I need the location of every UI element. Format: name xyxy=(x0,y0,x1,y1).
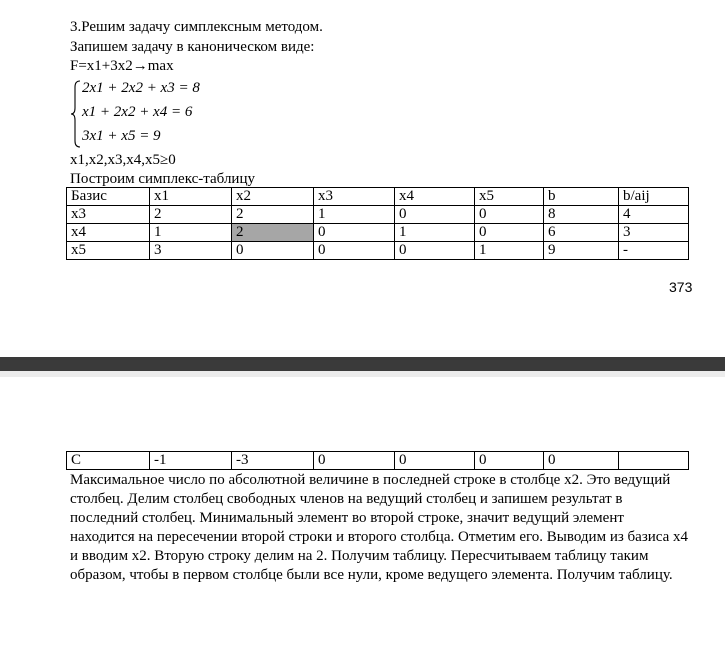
table-cell: C xyxy=(67,452,150,470)
table-row xyxy=(67,206,689,224)
table-cell: -1 xyxy=(150,452,232,470)
brace-icon xyxy=(70,79,82,149)
table-cell: 1 xyxy=(314,206,395,224)
canonical-intro: Запишем задачу в каноническом виде: xyxy=(70,39,315,55)
equation-1: 2x1 + 2x2 + x3 = 8 xyxy=(82,80,200,96)
table-row xyxy=(67,242,689,260)
table-cell: 2 xyxy=(150,206,232,224)
constraint-system xyxy=(70,79,270,149)
table-cell: x4 xyxy=(67,224,150,242)
table-cell: 6 xyxy=(544,224,619,242)
table-cell: 9 xyxy=(544,242,619,260)
table-cell xyxy=(619,452,689,470)
explanation-paragraph: Максимальное число по абсолютной величине в последней строке в столбце x2. Это ведущий столбец. Делим столбец свободных членов на ведущий столбец и запишем результат в последний столбец. Минимальный элемент во второй строке, значит ведущий элемент находится на пересечении второй строки и второго столбца. Отметим его. Выводим из базиса x4 и вводим x2. Вторую строку делим на 2. Получим таблицу. Пересчитываем таблицу таким образом, чтобы в первом столбце были все нули, кроме ведущего элемента. Получим таблицу. xyxy=(70,472,689,583)
table-cell: 8 xyxy=(544,206,619,224)
table-cell: 0 xyxy=(395,206,475,224)
table-row xyxy=(67,452,689,470)
table-cell: 0 xyxy=(475,452,544,470)
table-cell: 0 xyxy=(314,224,395,242)
table-intro: Построим симплекс-таблицу xyxy=(70,171,255,187)
table-cell: 4 xyxy=(619,206,689,224)
header-cell: b xyxy=(544,188,619,206)
table-cell: -3 xyxy=(232,452,314,470)
objective-expression: F=x1+3x2 xyxy=(70,58,133,74)
table-cell: 3 xyxy=(150,242,232,260)
equation-3: 3x1 + x5 = 9 xyxy=(82,128,161,144)
header-cell: x2 xyxy=(232,188,314,206)
table-cell: x5 xyxy=(67,242,150,260)
header-cell: Базис xyxy=(67,188,150,206)
header-cell: x5 xyxy=(475,188,544,206)
table-cell: 0 xyxy=(232,242,314,260)
equation-2: x1 + 2x2 + x4 = 6 xyxy=(82,104,193,120)
arrow-icon: → xyxy=(132,58,148,74)
table-cell: 0 xyxy=(395,452,475,470)
table-cell: 0 xyxy=(314,242,395,260)
header-cell: b/aij xyxy=(619,188,689,206)
header-cell: x4 xyxy=(395,188,475,206)
page-break-bar xyxy=(0,357,725,371)
section-heading: 3.Решим задачу симплексным методом. xyxy=(70,19,323,35)
header-cell: x3 xyxy=(314,188,395,206)
nonnegativity-condition: x1,x2,x3,x4,x5≥0 xyxy=(70,152,176,168)
table-cell: 2 xyxy=(232,206,314,224)
table-cell: 0 xyxy=(314,452,395,470)
table-cell: 0 xyxy=(475,224,544,242)
table-cell: 0 xyxy=(544,452,619,470)
pivot-cell: 2 xyxy=(232,224,314,242)
table-cell: x3 xyxy=(67,206,150,224)
table-cell: 1 xyxy=(395,224,475,242)
table-cell: - xyxy=(619,242,689,260)
table-cell: 1 xyxy=(475,242,544,260)
page-number: 373 xyxy=(669,279,693,295)
table-header-row xyxy=(67,188,689,206)
header-cell: x1 xyxy=(150,188,232,206)
table-cell: 0 xyxy=(395,242,475,260)
objective-function xyxy=(70,57,174,75)
table-row xyxy=(67,224,689,242)
simplex-table xyxy=(66,187,689,260)
table-cell: 0 xyxy=(475,206,544,224)
table-cell: 3 xyxy=(619,224,689,242)
simplex-table-c-row xyxy=(66,451,689,470)
table-cell: 1 xyxy=(150,224,232,242)
objective-goal: max xyxy=(147,58,174,74)
